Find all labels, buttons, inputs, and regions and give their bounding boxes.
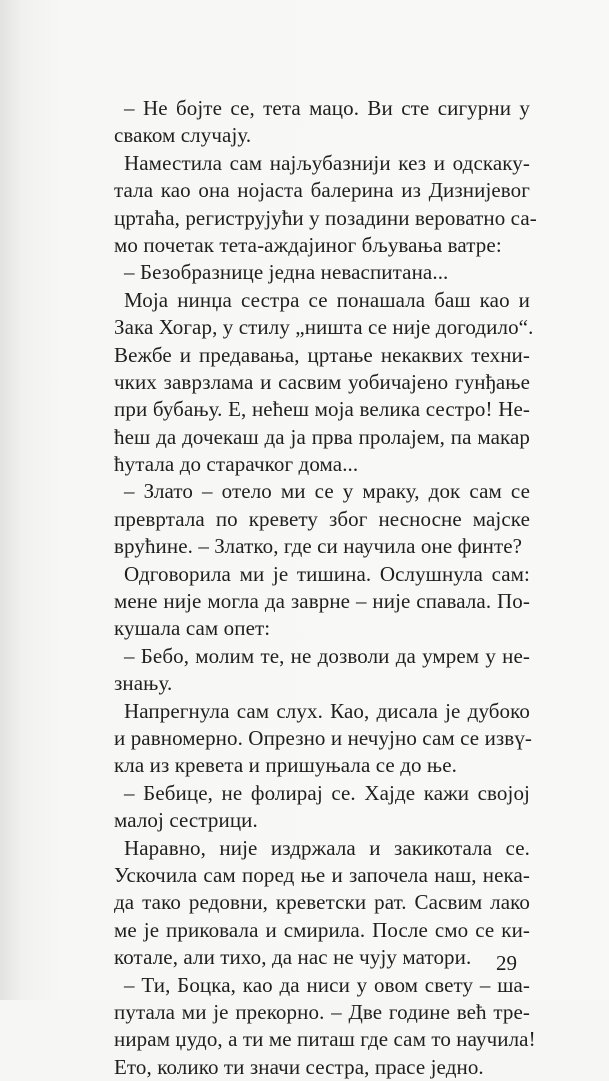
text-line: тала као она нојаста балерина из Дизнијевог: [114, 178, 530, 203]
text-line: чких заврзлама и сасвим уобичајено гунђање: [114, 369, 530, 394]
text-line: Ето, колико ти значи сестра, прасе једно.: [114, 1054, 484, 1079]
text-line: – Не бојте се, тета мацо. Ви сте сигурни у: [124, 96, 530, 120]
text-line: Вежбе и предавања, цртање некаквих техни-: [114, 342, 530, 367]
text-line: нирам џудо, а ти ме питаш где сам то научила!: [114, 1027, 536, 1052]
text-line: – Ти, Боцка, као да ниси у овом свету – ша-: [124, 972, 530, 997]
text-line: мо почетак тета-аждајиног бљувања ватре:: [114, 232, 502, 257]
text-line: ћеш да дочекаш да ја прва пролајем, па макар: [114, 424, 530, 449]
text-line: сваком случају.: [114, 123, 252, 148]
text-line: – Бебо, молим те, не дозволи да умрем у не-: [124, 643, 530, 668]
text-line: кушала сам опет:: [114, 616, 271, 641]
text-line: путала ми је прекорно. – Две године већ тре-: [114, 999, 530, 1024]
text-line: да тако редовни, креветски рат. Сасвим лако: [114, 890, 530, 915]
text-line: малој сестрици.: [114, 808, 258, 833]
text-line: мене није могла да заврне – није спавала. По-: [114, 589, 530, 614]
text-line: Одговорила ми је тишина. Ослушнула сам:: [124, 561, 530, 586]
text-line: – Бебице, не фолирај се. Хајде кажи својој: [124, 780, 530, 805]
text-line: превртала по кревету због несносне мајске: [114, 506, 530, 531]
text-line: Напрегнула сам слух. Као, дисала је дубоко: [124, 698, 530, 723]
page-number: 29: [496, 951, 517, 975]
text-line: ме је приковала и смирила. После смо се ки-: [114, 917, 530, 942]
text-line: ћутала до старачког дома...: [114, 452, 359, 477]
text-line: врућине. – Златко, где си научила оне финте?: [114, 534, 523, 559]
text-line: Ускочила сам поред ње и започела наш, нека-: [114, 862, 530, 887]
text-line: знању.: [114, 671, 173, 696]
text-line: при бубању. Е, нећеш моја велика сестро! Не-: [114, 397, 530, 422]
text-line: цртаћа, региструјући у позадини вероватно са-: [114, 205, 537, 230]
text-line: Моја нинџа сестра се понашала баш као и: [124, 287, 530, 312]
text-line: Зака Хогар, у стилу „ништа се није догодило“.: [114, 315, 534, 340]
text-line: кла из кревета и пришуњала се до ње.: [114, 753, 457, 778]
text-line: котале, али тихо, да нас не чују матори.: [114, 945, 472, 970]
text-line: – Злато – отело ми се у мраку, док сам се: [124, 479, 530, 504]
text-line: Наравно, није издржала и закикотала се.: [124, 835, 530, 860]
text-line: Наместила сам најљубазнији кез и одскаку-: [124, 150, 530, 175]
text-line: и равномерно. Опрезно и нечујно сам се извү-: [114, 725, 533, 750]
text-line: – Безобразнице једна неваспитана...: [124, 260, 449, 285]
body-text: [114, 95, 537, 1081]
